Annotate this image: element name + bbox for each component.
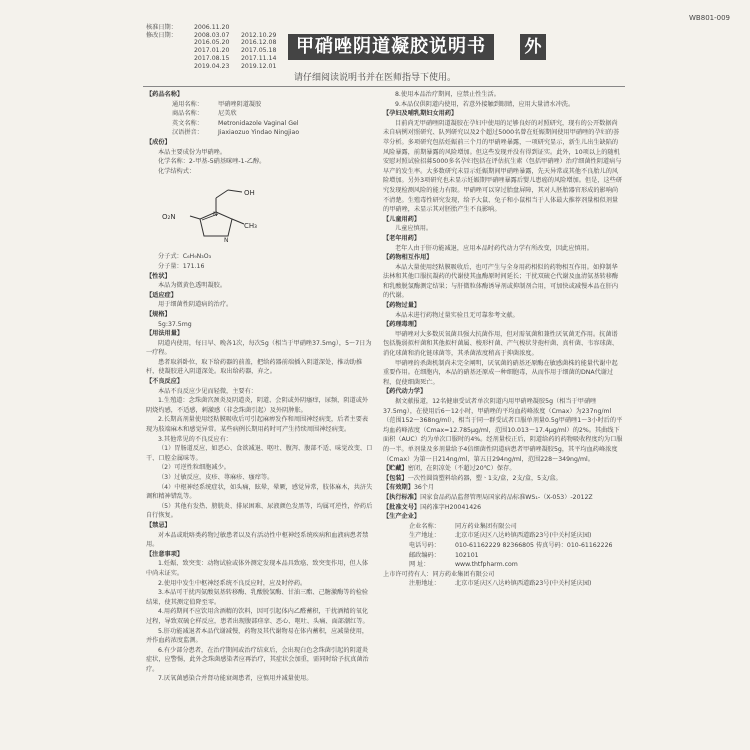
storage-line: 【贮藏】密闭，在阴凉处（不超过20℃）保存。 [383,465,516,473]
chemical-structure [146,176,374,252]
section-title-precautions: 【注意事项】 [146,550,184,558]
manufacturer-row: 生产地址： 北京市延庆区八达岭镇西道路23号(中关村延庆园) [409,532,592,540]
header-divider [143,86,625,87]
section-title-composition: 【成份】 [146,138,171,146]
oh-label: OH [244,189,255,198]
section-title-traits: 【性状】 [146,272,171,280]
traits-text: 本品为微黄色透明凝胶。 [158,282,227,290]
validity-line: 【有效期】36个月 [383,484,435,492]
name-row: 商品名称： 尼美欣 [172,110,237,118]
name-row: 英文名称： Metronidazole Vaginal Gel [172,119,299,127]
section-title-spec: 【规格】 [146,310,171,318]
indications-text: 用于细菌性阴道病的治疗。 [158,301,233,309]
document-title: 甲硝唑阴道凝胶说明书 [288,34,494,60]
section-title-elderly: 【老年用药】 [383,234,421,242]
spec-text: 5g:37.5mg [158,320,192,328]
document-code: WB801-009 [689,14,730,22]
external-use-badge: 外 [520,34,546,60]
elderly-text: 老年人由于肝功能减退，应用本品时药代动力学有所改变，因此应慎用。 [395,244,593,252]
left-column [146,90,374,684]
date-row: 核准日期： 2006.11.20 [146,24,230,31]
composition-line: 本品主要成份为甲硝唑。 [158,148,227,156]
name-row: 通用名称： 甲硝唑阴道凝胶 [172,100,262,108]
manufacturer-row: 网 址： www.thtfpharm.com [409,561,518,569]
structure-diagram [154,176,294,252]
manufacturer-row: 邮政编码： 102101 [409,551,479,559]
precaution-paragraph: 1.妊娠、致突变：动物试验或体外测定发现本品具致癌、致突变作用，但人体中尚未证实。 [146,560,369,577]
holder-row: 上市许可持有人：同方药业集团有限公司 [383,570,495,578]
section-title-usage: 【用法用量】 [146,330,184,338]
section-title-indications: 【适应症】 [146,291,177,299]
precaution-paragraph: 5.肝功能减退者本品代谢减慢，药物及其代谢物易在体内蓄积，应减量使用，并作血药浓度监测。 [146,627,369,645]
contraindications-text: 对本品或吡咯类药物过敏患者以及有活动性中枢神经系统疾病和血液病患者禁用。 [146,531,369,549]
section-title-contraindications: 【禁忌】 [146,521,171,529]
adverse-paragraph: （2）可逆性粒细胞减少。 [158,464,230,472]
section-title-interactions: 【药物相互作用】 [383,254,433,262]
pharmacokinetics-text: 据文献报道，12名健康受试者单次阴道内用甲硝唑凝胶5g（相当于甲硝唑37.5mg），在使用后6～12小时，甲硝唑的平均血药峰浓度（Cmax）为237ng/ml（范围152～368ng/ml），相当于同一群受试者口服单剂量0.5g甲硝唑1～3小时后的平均血药峰浓度（Cmax=12.785μg/ml，范围10.013～17.4μg/ml）的2%。其曲线下面积（AUC）约为单次口服时的4%。经剂量校正后，阴道给药的药物吸收程度约为口服的一半。单剂量及多剂量给予4倍细菌性阴道病患者甲硝唑凝胶5g，其平均血药峰浓度（Cmax）为第一日214ng/ml，第五日294ng/ml，范围228～349ng/ml。 [383,398,623,463]
pregnancy-text: 目前尚无甲硝唑阴道凝胶在孕妇中使用的足够良好的对照研究，现有的公开数据尚未自病例对照研究、队列研究以及2个超过5000名曾在妊娠期间使用甲硝唑的孕妇的荟萃分析。多项研究包括妊娠前三个月的甲硝唑暴露，一项研究显示，新生儿出生缺陷的风险暴露，前期暴露的风险增加。但这些发现并没有得到证实。此外，10项以上的随机安慰对照试验招募5000多名孕妇包括在评估抗生素（包括甲硝唑）治疗细菌性阴道病与早产的发生率。大多数研究未显示妊娠期间甲硝唑暴露，先天异常或其他不良胎儿的风险增加。另外3项研究也未显示妊娠期甲硝唑暴露后婴儿患癌的风险增加。但是，这些研究发现检测风险的能力有限。甲硝唑可以穿过胎盘屏障，其对人胚胎器官形成的影响尚不清楚。生殖毒性研究发现，给予大鼠、兔子和小鼠相当于人体最大推荐剂量相似剂量的甲硝唑，未显示其对胚胎产生不良影响。 [383,119,623,214]
section-title-manufacturer: 【生产企业】 [383,513,421,521]
overdose-text: 本品未进行药物过量实验且无可靠参考文献。 [395,311,519,319]
standard-line: 【执行标准】国家食品药品监督管理局国家药品标准WS₁-（X-053）-2012Z [383,493,593,501]
precaution-paragraph: 3.本品可干扰丙氨酸氨基转移酶、乳酸脱氢酶、甘油三酯、己糖激酶等的检验结果，使其测定值降至零。 [146,589,369,606]
section-title-pharmacology: 【药理毒理】 [383,321,421,329]
precaution-paragraph: 2.使用中发生中枢神经系统不良反应时，应及时停药。 [158,579,307,587]
precaution-paragraph: 8.使用本品治疗期间，应禁止性生活。 [395,91,500,98]
adverse-paragraph: （1）胃肠道反应，如恶心、食欲减退、呕吐、腹泻、腹部不适、味觉改变、口干、口腔金属味等。 [146,445,373,462]
adverse-paragraph: （3）过敏反应，皮疹、荨麻疹、瘙痒等。 [158,474,274,481]
precaution-paragraph: 7.厌氧菌感染合并肾功能衰竭患者，应慎用并减量使用。 [158,675,313,683]
adverse-paragraph: （5）其他有发热、膀胱炎、排尿困难、尿液颜色发黑等，均属可逆性，停药后自行恢复。 [146,502,373,520]
date-row: 2017.08.15 2017.11.14 [194,54,277,62]
revision-dates [146,24,288,70]
molecular-weight: 分子量：171.16 [158,262,205,270]
children-text: 儿童应慎用。 [395,225,433,233]
section-title-pregnancy: 【孕妇及哺乳期妇女用药】 [383,110,458,118]
precaution-paragraph: 6.有少部分患者，在治疗期间或治疗结束后，会出现白色念珠菌引起的阴道炎症状，应警惕，此外念珠菌感染者应再治疗，其症状会加重，需同时给予抗真菌治疗。 [146,646,369,673]
manufacturer-row: 电话号码： 010-61162229 82366805 传真号码：010-61162226 [409,541,613,549]
section-title-adverse: 【不良反应】 [146,378,184,386]
molecular-formula: 分子式：C₆H₉N₃O₃ [158,253,212,261]
date-row: 2016.05.20 2016.12.08 [194,39,277,47]
nitrogen-label: N [213,211,218,219]
composition-line: 化学名称：2-甲基-5硝基咪唑-1-乙醇。 [158,158,266,166]
composition-line: 化学结构式： [158,167,196,175]
date-row: 2017.01.20 2017.05.18 [194,47,277,55]
interactions-text: 本品大量使用经粘膜吸收后，也可产生与全身用药相似的药物相互作用。如抑制华法林和其他口服抗凝药的代谢使其血酶原时间延长；干扰双硫仑代谢及血清氨基转移酶和乳酸脱氢酶测定结果；与肝微粒体酶诱导剂或抑制剂合用，可加快或减慢本品在肝内的代谢。 [383,263,619,300]
name-row: 汉语拼音： Jiaxiaozuo Yindao Ningjiao [172,129,300,137]
usage-paragraph: 患者取斜卧位，取下给药器的前盖，把给药器前端插入阴道深处，推动助推杆，使凝胶进入阴道深处。取出给药器，弃之。 [146,358,363,376]
adverse-paragraph: （4）中枢神经系统症状，如头痛，眩晕，晕厥，感觉异常，肢体麻木，共济失调和精神错乱等。 [146,483,373,501]
right-column [383,90,623,589]
adverse-paragraph: 2.长期高剂量使用经粘膜吸收后可引起麻痹发作和周围神经病变，后者主要表现为肢端麻木和感觉异常。某些病例长期用药时可产生持续周围神经病变。 [146,416,369,434]
adverse-paragraph: 3.其他常见的不良反应有： [158,435,232,443]
section-title-children: 【儿童用药】 [383,215,421,223]
nitrogen-label: N [224,237,229,245]
section-title-pharmacokinetics: 【药代动力学】 [383,388,427,396]
precaution-paragraph: 4.用药期间不应饮用含酒精的饮料，因可引起体内乙醛蓄积，干扰酒精的氧化过程，导致双硫仑样反应，患者出现腹部痉挛、恶心、呕吐、头痛、面部潮红等。 [146,608,369,625]
nitro-label: O₂N [162,213,176,222]
date-row: 修改日期： 2008.03.07 2012.10.29 [146,31,277,39]
section-title-name: 【药品名称】 [146,91,184,98]
pharmacology-paragraph: 甲硝唑的杀菌机制尚未完全阐明，厌氧菌的硝基还原酶在敏感菌株的能量代谢中起重要作用。在细胞内，本品的硝基还原成一种细胞毒，从而作用于细菌的DNA代谢过程，促使细菌死亡。 [383,359,618,386]
approval-line: 【批准文号】国药准字H20041426 [383,503,482,511]
usage-notice: 请仔细阅读说明书并在医师指导下使用。 [293,73,456,83]
adverse-paragraph: 1.生殖道：念珠菌宫颈炎及阴道炎，阴道、会阴或外阴瘙痒，尿频，阴道或外阴烧灼感，不适感，刺激感（非念珠菌引起）及外阴肿胀。 [146,397,369,414]
usage-paragraph: 阴道内使用，每日早、晚各1次，每次5g（相当于甲硝唑37.5mg），5～7日为一疗程。 [146,339,372,357]
holder-row: 注册地址： 北京市延庆区八达岭镇西道路23号(中关村延庆园) [409,580,592,588]
adverse-paragraph: 本品不良反应少见而轻微，主要有： [158,387,257,395]
methyl-label: CH₃ [244,222,257,231]
date-row: 2019.04.23 2019.12.01 [194,62,277,70]
section-title-overdose: 【药物过量】 [383,302,421,310]
pharmacology-paragraph: 甲硝唑对大多数厌氧菌具强大抗菌作用，但对需氧菌和兼性厌氧菌无作用。抗菌谱包括脆弱拟杆菌和其他拟杆菌属、梭形杆菌、产气梭状芽孢杆菌、真杆菌、韦容球菌、消化球菌和消化链球菌等，其杀菌浓度稍高于抑菌浓度。 [383,330,619,358]
package-line: 【包装】一次性圆筒塑料给药器，塑ㆍ1支/盒，2支/盒，5支/盒。 [383,474,562,482]
manufacturer-row: 企业名称： 同方药业集团有限公司 [409,522,517,530]
precaution-paragraph: 9.本品仅供阴道内使用，若意外接触到眼睛，应用大量清水冲洗。 [395,100,575,108]
